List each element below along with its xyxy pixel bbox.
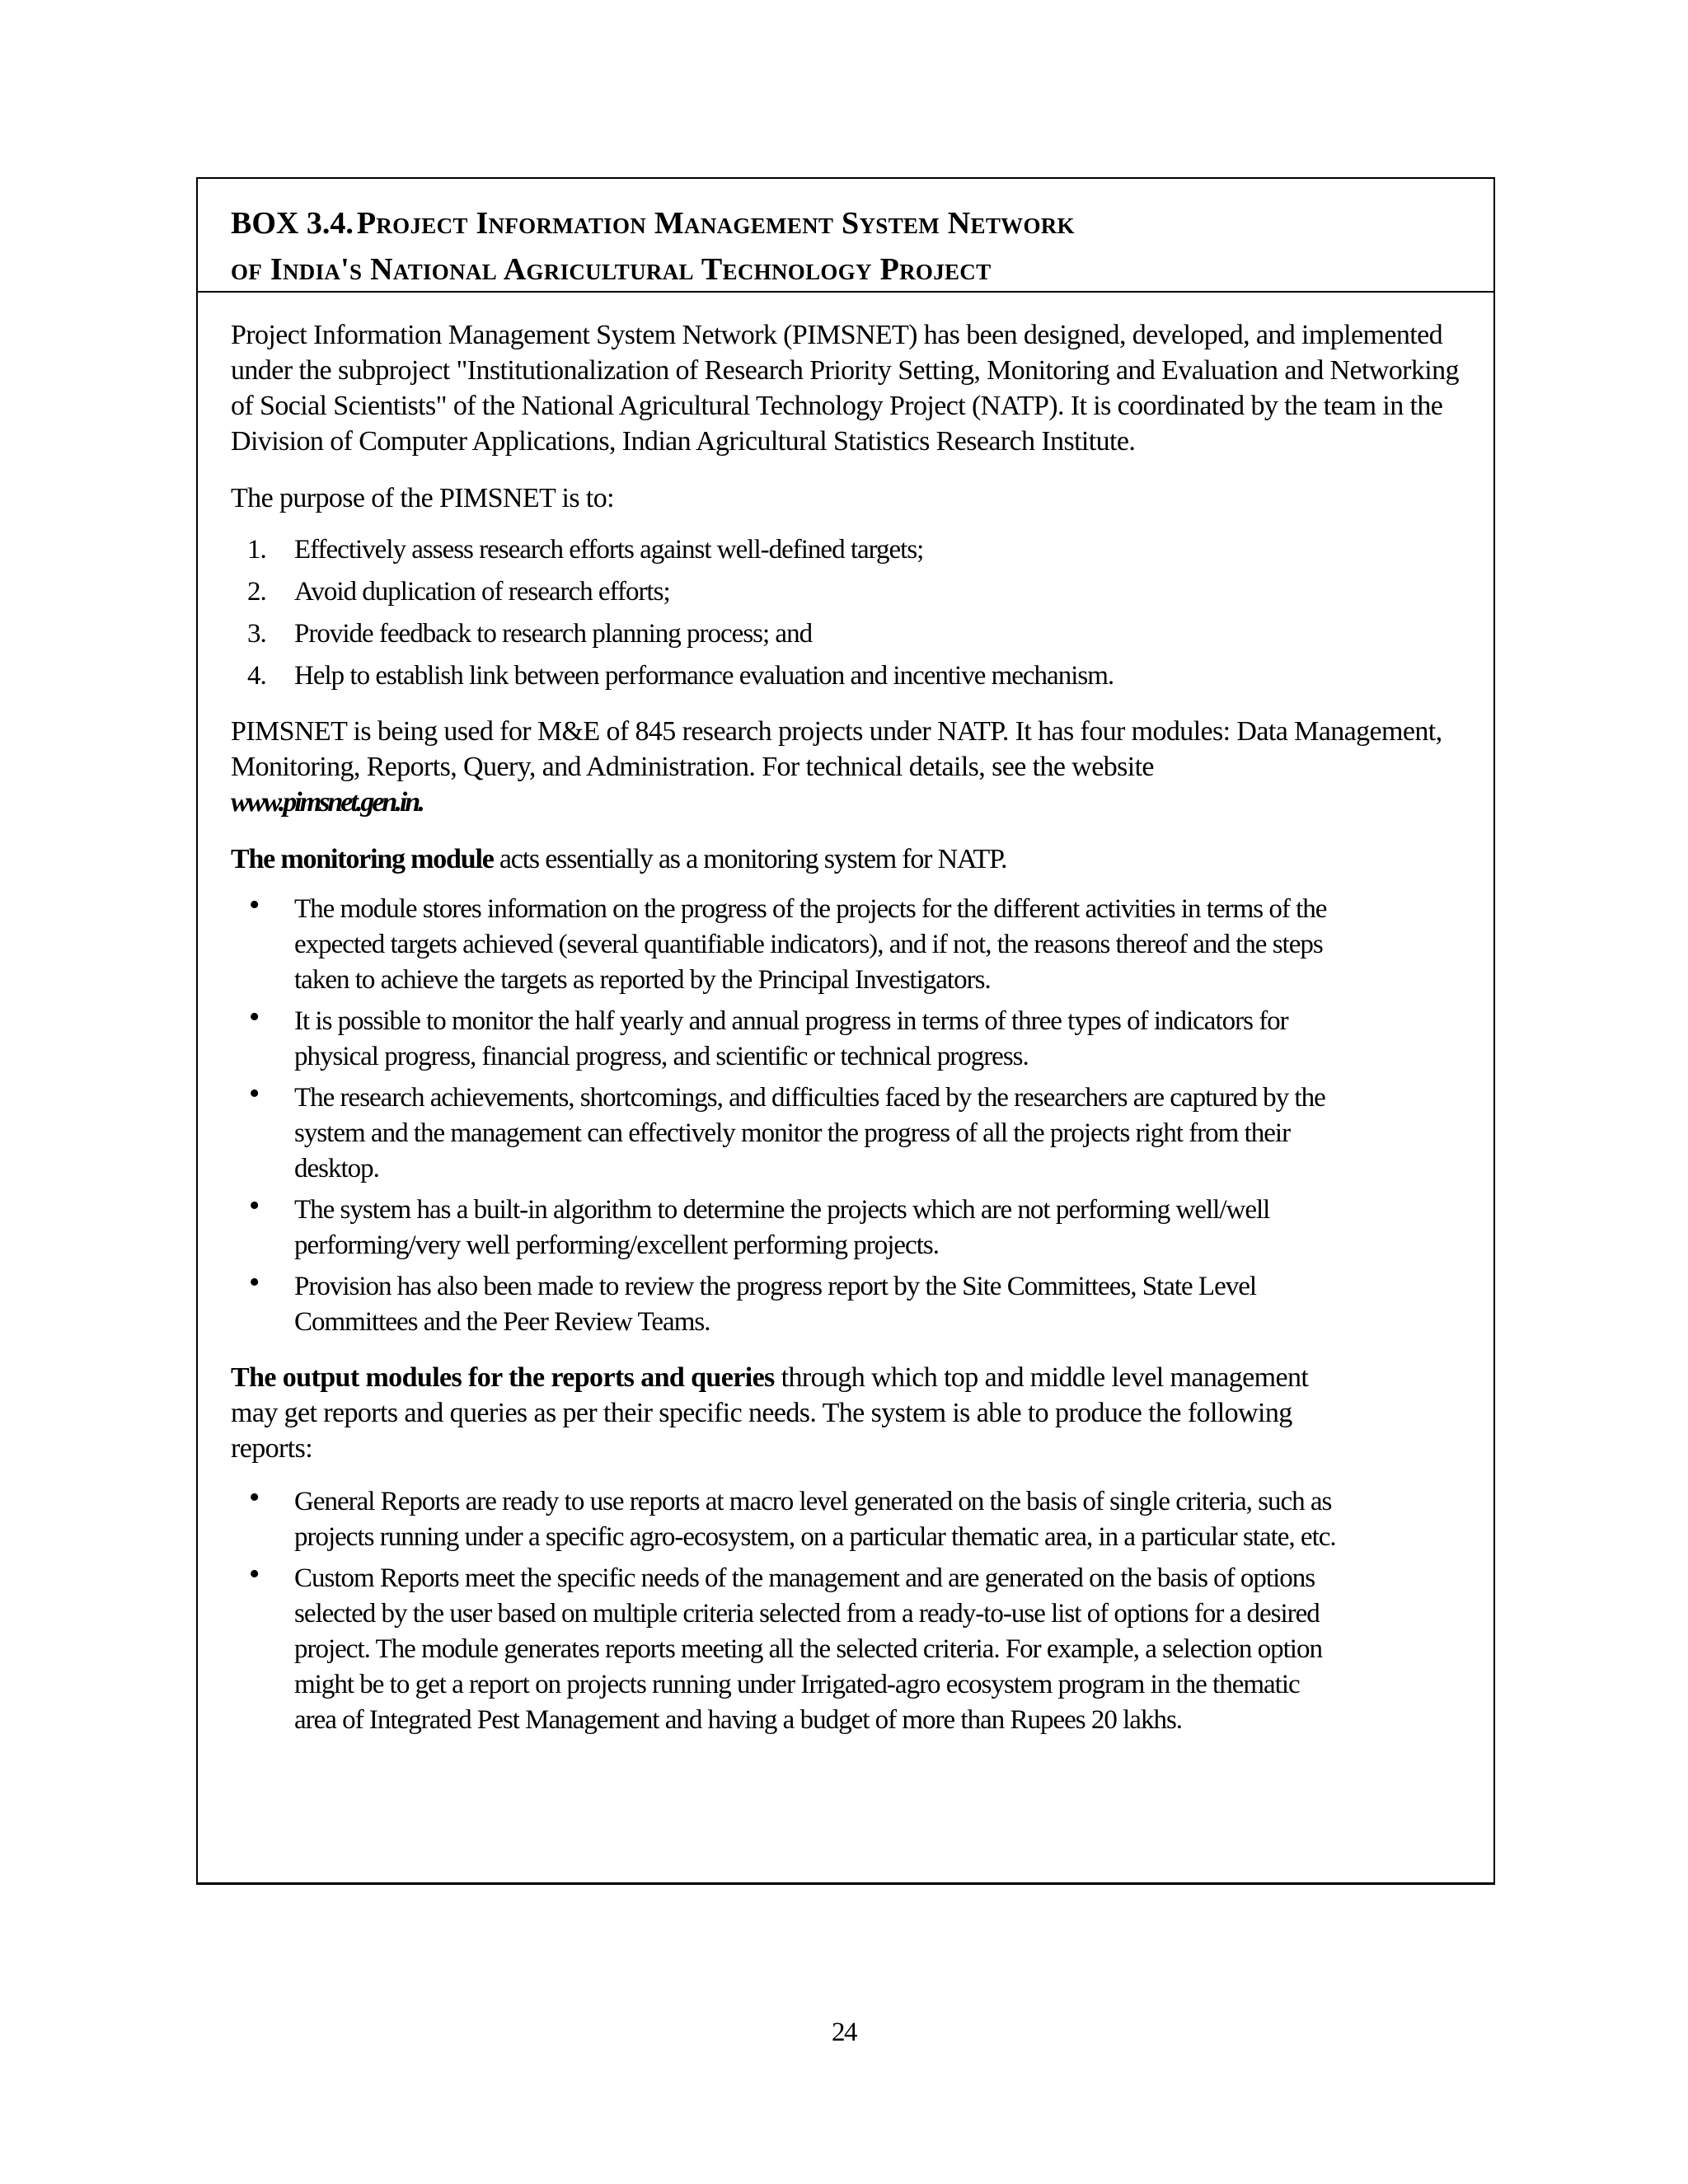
purpose-item: [231, 574, 1461, 610]
text-box: [196, 177, 1495, 1883]
list-item: [231, 1188, 1461, 1263]
list-item-text: The research achievements, shortcomings, and difficulties faced by the researchers are captured by the system and the management can effectively monitor the progress of all the projects right from their desktop.: [294, 1083, 1325, 1183]
bullet-icon: •: [249, 1188, 260, 1223]
purpose-item-text: Avoid duplication of research efforts;: [294, 577, 670, 607]
bullet-icon: •: [249, 1076, 260, 1111]
purpose-item-number: 1.: [247, 535, 266, 565]
page-number: 24: [832, 2018, 856, 2047]
purpose-item-number: 2.: [247, 577, 266, 607]
purpose-item: [231, 658, 1461, 694]
box-number: BOX 3.4.: [231, 206, 354, 241]
box-bottom-border: [196, 1882, 1495, 1885]
purpose-item-text: Effectively assess research efforts against well-defined targets;: [294, 535, 924, 565]
monitoring-lead-bold: The monitoring module: [231, 844, 494, 874]
bullet-icon: •: [249, 1480, 260, 1515]
bullet-icon: •: [249, 1557, 260, 1591]
monitoring-bullet-list: [231, 888, 1461, 1340]
box-title-line-1: [231, 204, 1493, 250]
list-item: [231, 1076, 1461, 1187]
purpose-item-number: 4.: [247, 661, 266, 691]
usage-text: PIMSNET is being used for M&E of 845 research projects under NATP. It has four modules: Data Management, Monitoring, Reports, Query, and Administration. For technical details, see the website: [231, 716, 1442, 782]
output-bullet-list: [231, 1480, 1461, 1738]
list-item-text: General Reports are ready to use reports at macro level generated on the basis of single criteria, such as projects running under a specific agro-ecosystem, on a particular thematic area, in a particular state, etc.: [294, 1487, 1336, 1552]
output-lead-bold: The output modules for the reports and queries: [231, 1362, 775, 1393]
list-item-text: Custom Reports meet the specific needs of the management and are generated on the basis of options selected by the user based on multiple criteria selected from a ready-to-use list of options for a desired project. The module generates reports meeting all the selected criteria. For example, a selection option might be to get a report on projects running under Irrigated-agro ecosystem program in the thematic area of Integrated Pest Management and having a budget of more than Rupees 20 lakhs.: [294, 1563, 1322, 1735]
list-item: [231, 1557, 1461, 1738]
output-lead: [231, 1360, 1461, 1466]
intro-paragraph: Project Information Management System Network (PIMSNET) has been designed, developed, and implemented under the subproject "Institutionalization of Research Priority Setting, Monitoring and Evaluation and Networking of Social Scientists" of the National Agricultural Technology Project (NATP). It is coordinated by the team in the Division of Computer Applications, Indian Agricultural Statistics Research Institute.: [231, 320, 1459, 457]
output-lead-rest: through which top and middle level management may get reports and queries as per their specific needs. The system is able to produce the following reports:: [231, 1362, 1309, 1464]
box-header: [198, 179, 1493, 293]
box-title-part-1: Project Information Management System Network: [356, 206, 1075, 241]
purpose-item-number: 3.: [247, 619, 266, 649]
box-title-line-2: of India's National Agricultural Technology Project: [231, 252, 992, 287]
purpose-item: [231, 532, 1461, 568]
bullet-icon: •: [249, 1265, 260, 1300]
list-item: [231, 1000, 1461, 1075]
monitoring-lead-rest: acts essentially as a monitoring system for NATP.: [493, 844, 1007, 874]
list-item-text: The system has a built-in algorithm to determine the projects which are not performing well/well performing/very well performing/excellent performing projects.: [294, 1195, 1270, 1260]
purpose-item: [231, 616, 1461, 652]
list-item: [231, 1265, 1461, 1340]
box-body: [198, 293, 1493, 1738]
list-item: [231, 888, 1461, 998]
purpose-item-text: Provide feedback to research planning process; and: [294, 619, 813, 649]
purpose-lead: The purpose of the PIMSNET is to:: [231, 483, 614, 513]
usage-paragraph: [231, 714, 1461, 820]
list-item-text: The module stores information on the progress of the projects for the different activities in terms of the expected targets achieved (several quantifiable indicators), and if not, the reasons thereof and the steps taken to achieve the targets as reported by the Principal Investigators.: [294, 894, 1327, 995]
bullet-icon: •: [249, 1000, 260, 1034]
monitoring-lead: [231, 841, 1461, 877]
bullet-icon: •: [249, 888, 260, 922]
purpose-list: [231, 532, 1461, 694]
list-item: [231, 1480, 1461, 1555]
list-item-text: It is possible to monitor the half yearly and annual progress in terms of three types of indicators for physical progress, financial progress, and scientific or technical progress.: [294, 1006, 1288, 1071]
website-link[interactable]: www.pimsnet.gen.in.: [231, 787, 423, 818]
list-item-text: Provision has also been made to review the progress report by the Site Committees, State Level Committees and the Peer Review Teams.: [294, 1272, 1257, 1337]
purpose-item-text: Help to establish link between performance evaluation and incentive mechanism.: [294, 661, 1114, 691]
